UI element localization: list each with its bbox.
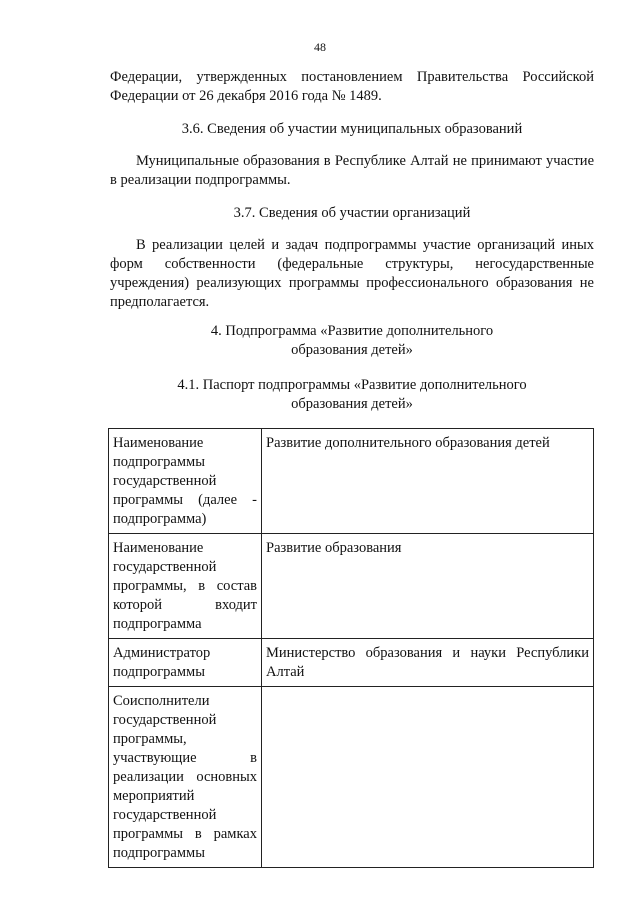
section-4-heading-line1: 4. Подпрограмма «Развитие дополнительного xyxy=(210,323,494,339)
table-row xyxy=(109,639,594,687)
row-label-cell xyxy=(109,639,262,687)
page-number: 48 xyxy=(314,40,326,54)
table-row xyxy=(109,534,594,639)
row-label: Соисполнители государственной программы, участвующие в реализации основных мероприятий государственной программы в рамках подпрограммы xyxy=(113,693,257,861)
row-value-cell xyxy=(262,429,594,534)
row-label: Наименование подпрограммы государственной программы (далее - подпрограмма) xyxy=(113,435,257,527)
section-3-6-heading: 3.6. Сведения об участии муниципальных образований xyxy=(181,121,523,137)
row-label: Наименование государственной программы, в состав которой входит подпрограмма xyxy=(113,540,257,632)
row-value-cell xyxy=(262,639,594,687)
section-3-7-heading: 3.7. Сведения об участии организаций xyxy=(233,205,471,221)
section-3-6-text: Муниципальные образования в Республике Алтай не принимают участие в реализации подпрограммы. xyxy=(110,153,594,188)
row-label: Администратор подпрограммы xyxy=(113,645,211,680)
paragraph-continuation: Федерации, утвержденных постановлением Правительства Российской Федерации от 26 декабря 2016 года № 1489. xyxy=(110,69,594,104)
passport-table xyxy=(108,428,594,868)
section-4-heading xyxy=(110,322,594,360)
row-value: Развитие дополнительного образования детей xyxy=(266,435,550,451)
row-value-cell xyxy=(262,534,594,639)
table-row xyxy=(109,687,594,868)
section-4-1-heading xyxy=(110,376,594,414)
row-value: Развитие образования xyxy=(266,540,402,556)
section-4-heading-line2: образования детей» xyxy=(291,342,413,358)
row-label-cell xyxy=(109,687,262,868)
row-value: Министерство образования и науки Республики Алтай xyxy=(266,645,589,680)
section-3-7-text: В реализации целей и задач подпрограммы участие организаций иных форм собственности (федеральные структуры, негосударственные учреждения) реализующих программы профессионального образования не предполагается. xyxy=(110,237,594,310)
section-4-1-heading-line1: 4.1. Паспорт подпрограммы «Развитие дополнительного xyxy=(177,377,527,393)
row-label-cell xyxy=(109,534,262,639)
table-row xyxy=(109,429,594,534)
row-label-cell xyxy=(109,429,262,534)
section-4-1-heading-line2: образования детей» xyxy=(291,396,413,412)
row-value-cell xyxy=(262,687,594,868)
